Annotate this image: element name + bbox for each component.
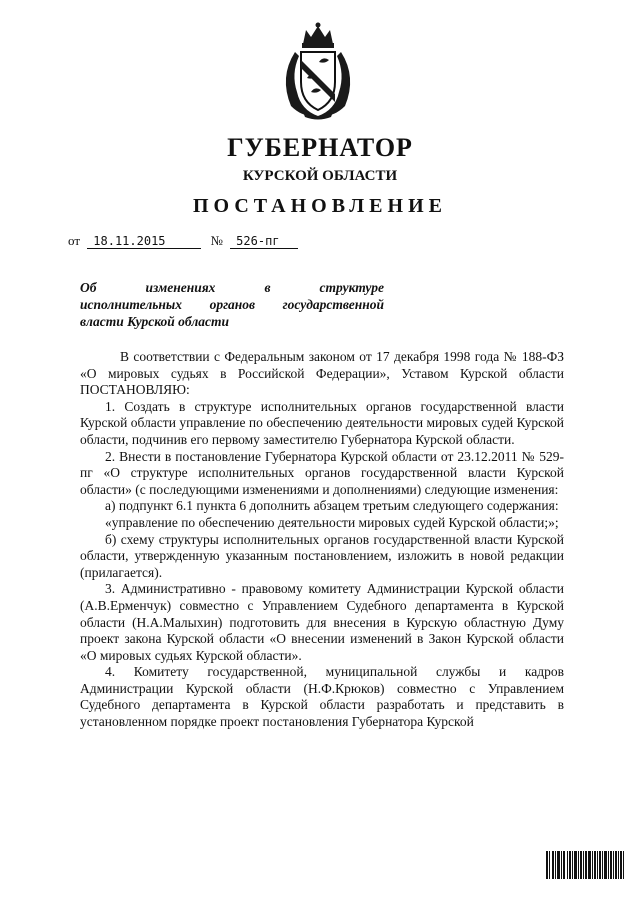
body-paragraph: В соответствии с Федеральным законом от 17 декабря 1998 года № 188-ФЗ «О мировых судьях в Российской Федерации», Уставом Курской области ПОСТАНОВЛЯЮ: bbox=[80, 349, 564, 398]
body-paragraph: 2. Внести в постановление Губернатора Курской области от 23.12.2011 № 529-пг «О структуре исполнительных органов государственной власти Курской области» (с последующими изменениями и дополнениями) следующие изменения: bbox=[80, 448, 564, 497]
header-title: ГУБЕРНАТОР bbox=[227, 133, 413, 162]
document-body bbox=[80, 349, 564, 731]
document-subject bbox=[80, 279, 384, 330]
body-paragraph: б) схему структуры исполнительных органов государственной власти Курской области, утвержденную указанным постановлением, изложить в новой редакции (прилагается). bbox=[80, 531, 564, 580]
body-paragraph: 4. Комитету государственной, муниципальной службы и кадров Администрации Курской области (Н.Ф.Крюков) совместно с Управлением Судебного департамента в Курской области разработать и представить в установленном порядке проект постановления Губернатора Курской bbox=[80, 664, 564, 730]
barcode-icon bbox=[546, 851, 624, 879]
document-number: 526-пг bbox=[230, 234, 298, 249]
body-paragraph: а) подпункт 6.1 пункта 6 дополнить абзацем третьим следующего содержания: bbox=[105, 498, 559, 514]
number-prefix: № bbox=[210, 233, 223, 248]
header-region: КУРСКОЙ ОБЛАСТИ bbox=[242, 168, 398, 184]
subject-line: исполнительных органов государственной bbox=[80, 297, 384, 312]
body-paragraph: 3. Административно - правовому комитету Администрации Курской области (А.В.Ерменчук) совместно с Управлением Судебного департамента в Курской области (Н.А.Малыхин) подготовить для внесения в Курскую областную Думу проект закона Курской области «О внесении изменений в Закон Курской области «О мировых судьях Курской области». bbox=[80, 581, 564, 663]
subject-line: Об изменениях в структуре bbox=[80, 280, 384, 295]
coat-of-arms-icon bbox=[273, 22, 363, 120]
header-doc-type: ПОСТАНОВЛЕНИЕ bbox=[193, 195, 447, 217]
body-paragraph: 1. Создать в структуре исполнительных органов государственной власти Курской области управление по обеспечению деятельности мировых судей Курской области, подчинив его первому заместителю Губернатора Курской области. bbox=[80, 398, 564, 447]
document-date: 18.11.2015 bbox=[87, 234, 201, 249]
date-prefix: от bbox=[68, 233, 81, 248]
subject-line: власти Курской области bbox=[80, 314, 230, 329]
body-paragraph: «управление по обеспечению деятельности мировых судей Курской области;»; bbox=[105, 514, 559, 530]
document-line bbox=[68, 233, 368, 249]
